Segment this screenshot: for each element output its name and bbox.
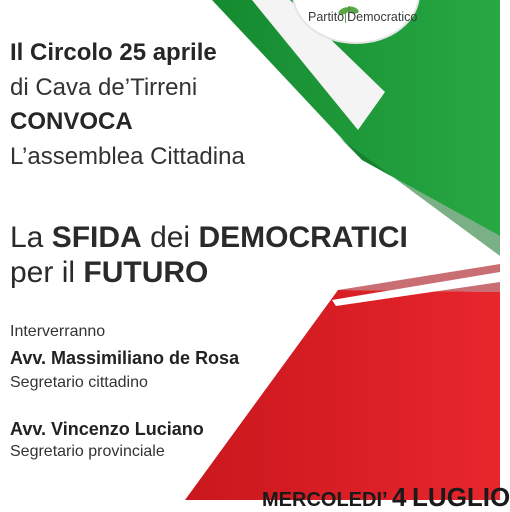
speaker-2-role: Segretario provinciale xyxy=(10,443,165,460)
circle-location: di Cava de’Tirreni xyxy=(10,74,198,101)
speaker-2-name: Avv. Vincenzo Luciano xyxy=(10,419,204,439)
event-date xyxy=(262,484,510,510)
speaker-1-name: Avv. Massimiliano de Rosa xyxy=(10,348,240,368)
event-title-line2 xyxy=(10,258,208,288)
date-weekday: MERCOLEDI’ xyxy=(262,489,387,511)
logo-name-left: Partito xyxy=(308,10,345,24)
date-day: 4 xyxy=(392,482,407,512)
convoca-heading: CONVOCA xyxy=(10,108,133,135)
speaker-1-role: Segretario cittadino xyxy=(10,374,148,391)
title-word-democratici: DEMOCRATICI xyxy=(198,221,408,254)
title-word-la: La xyxy=(10,221,44,254)
date-month: LUGLIO xyxy=(412,482,510,512)
title-word-per-il: per il xyxy=(10,256,76,289)
title-word-dei: dei xyxy=(150,221,191,254)
circle-name: Il Circolo 25 aprile xyxy=(10,39,217,66)
logo-name-right: Democratico xyxy=(347,10,418,24)
logo-divider xyxy=(345,10,346,23)
logo-wordmark xyxy=(308,10,417,24)
title-word-sfida: SFIDA xyxy=(51,221,142,254)
title-word-futuro: FUTURO xyxy=(83,256,209,289)
red-band xyxy=(185,290,500,500)
event-title-line1 xyxy=(10,223,408,253)
speakers-intro: Interverranno xyxy=(10,323,106,340)
assembly-subtitle: L’assemblea Cittadina xyxy=(10,143,245,170)
